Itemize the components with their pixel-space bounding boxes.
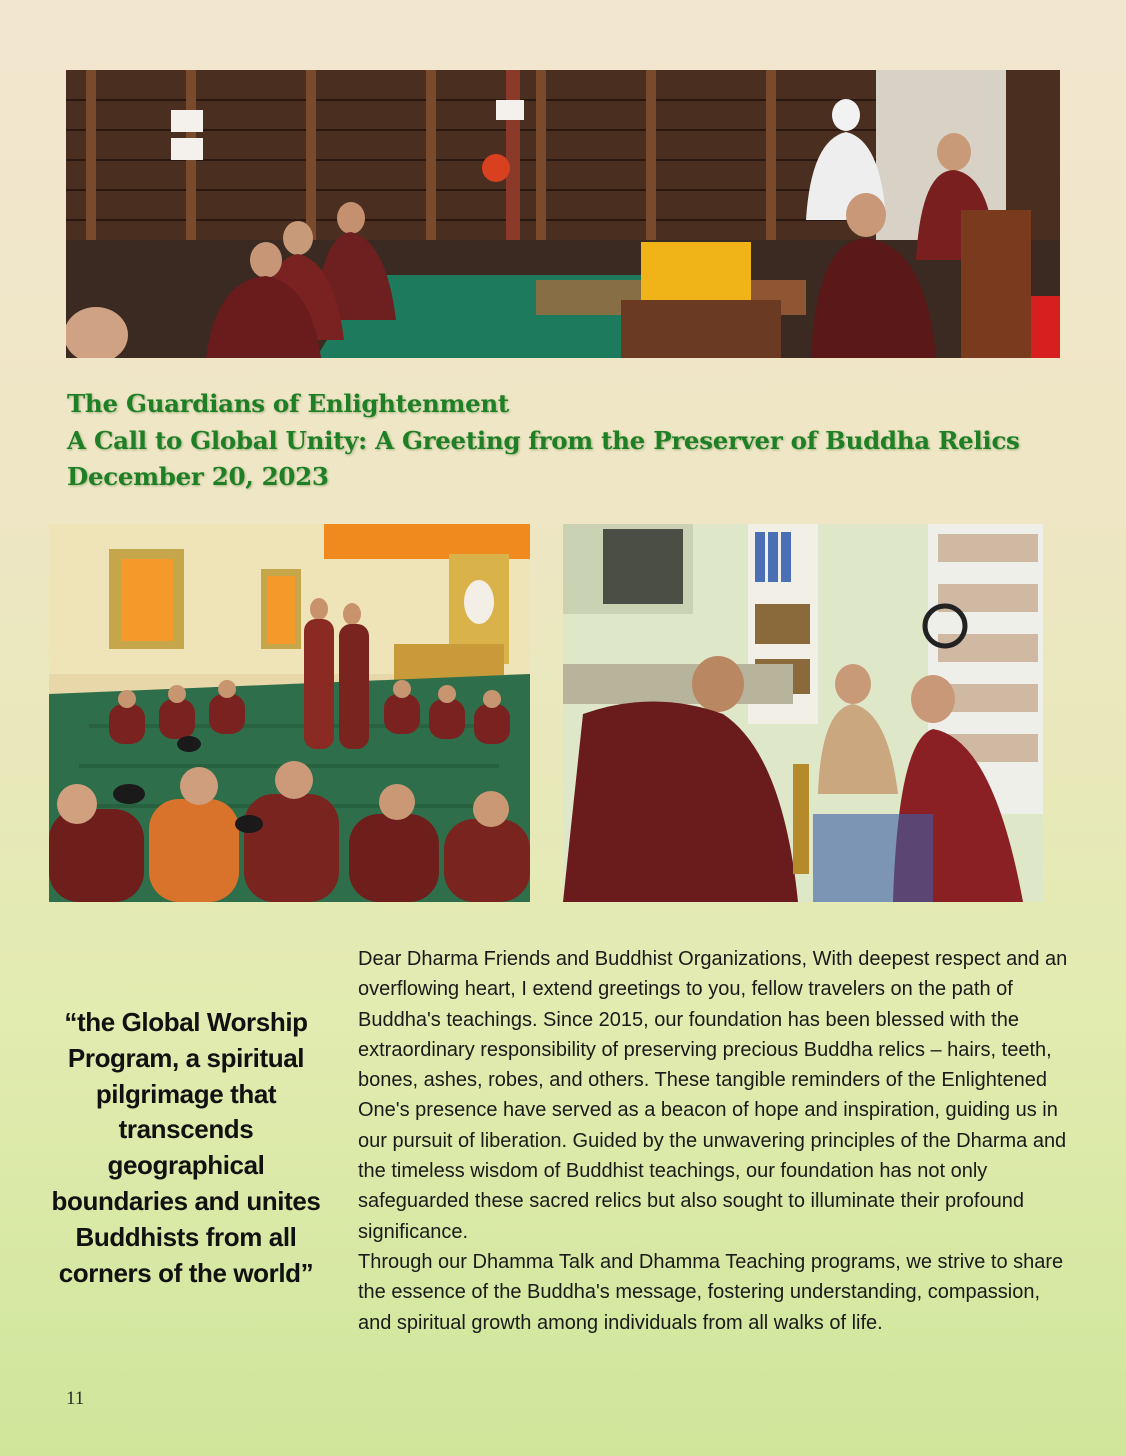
photo-novices-shrine-room: [49, 524, 530, 902]
body-paragraph-2: Through our Dhamma Talk and Dhamma Teaching programs, we strive to share the essence of the Buddha's message, fostering understanding, compassion, and spiritual growth among individuals from all walks of life.: [358, 1250, 1064, 1334]
photo-monks-hall: [66, 70, 1060, 358]
page-number: 11: [66, 1388, 85, 1409]
pull-quote: “the Global Worship Program, a spiritual pilgrimage that transcends geographical boundaries and unites Buddhists from all corners of the world”: [51, 1007, 321, 1288]
photo-relic-preservation: [563, 524, 1043, 902]
heading-subtitle: A Call to Global Unity: A Greeting from the Preserver of Buddha Relics: [67, 425, 1020, 455]
article-heading: [67, 386, 1087, 496]
article-body: [358, 944, 1070, 1338]
heading-date: December 20, 2023: [67, 462, 329, 491]
body-paragraph-1: Dear Dharma Friends and Buddhist Organizations, With deepest respect and an overflowing heart, I extend greetings to you, fellow travelers on the path of Buddha's teachings. Since 2015, our foundation has been blessed with the extraordinary responsibility of preserving precious Buddha relics – hairs, teeth, bones, ashes, robes, and others. These tangible reminders of the Enlightened One's presence have served as a beacon of hope and inspiration, guiding us in our pursuit of liberation. Guided by the unwavering principles of the Dharma and the timeless wisdom of Buddhist teachings, our foundation has not only safeguarded these sacred relics but also sought to illuminate their profound significance.: [358, 948, 1068, 1243]
heading-title: The Guardians of Enlightenment: [67, 389, 509, 418]
